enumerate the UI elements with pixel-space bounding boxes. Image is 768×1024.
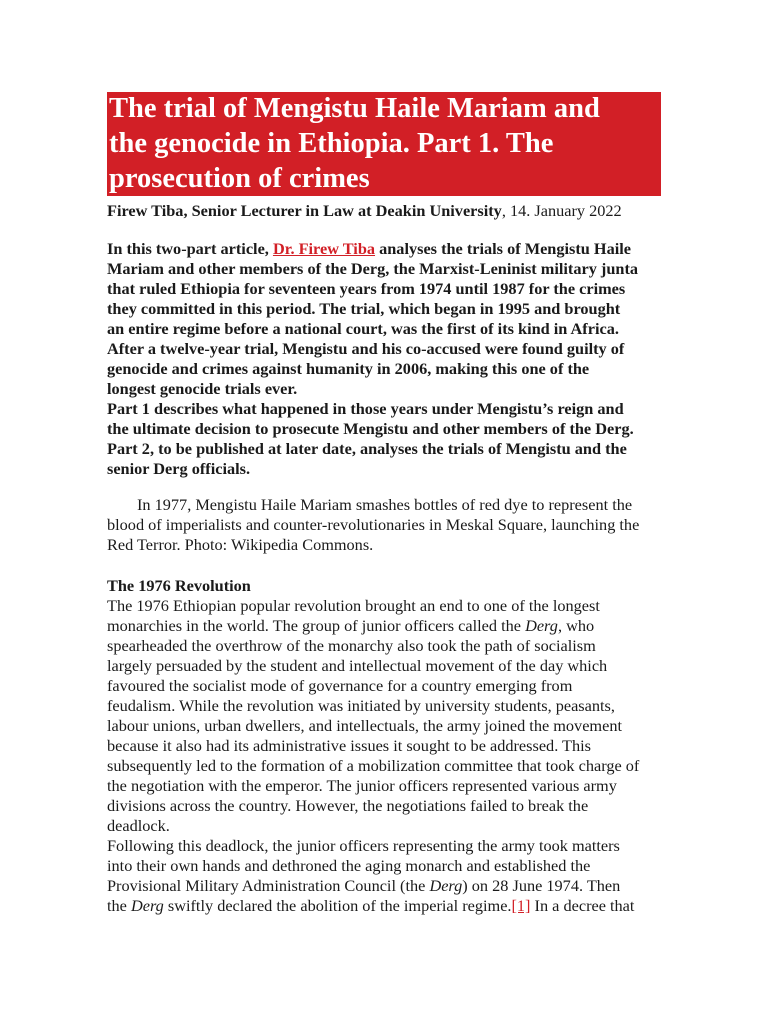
body-text: monarchies in the world. The group of junior officers called the — [107, 616, 526, 635]
body-line: the negotiation with the emperor. The junior officers represented various army — [107, 776, 617, 795]
photo-caption-line: blood of imperialists and counter-revolutionaries in Meskal Square, launching the — [107, 515, 640, 534]
article-title-line-1: The trial of Mengistu Haile Mariam and — [109, 93, 600, 124]
body-line: subsequently led to the formation of a mobilization committee that took charge of — [107, 756, 640, 775]
article-title-line-2: the genocide in Ethiopia. Part 1. The — [109, 128, 554, 159]
intro-line: an entire regime before a national court, was the first of its kind in Africa. — [107, 319, 619, 338]
derg-term: Derg — [525, 616, 558, 635]
body-line — [107, 896, 634, 916]
intro-line: the ultimate decision to prosecute Mengistu and other members of the Derg. — [107, 419, 634, 438]
derg-term: Derg — [429, 876, 463, 895]
footnote-link[interactable]: [1] — [511, 896, 531, 915]
byline-date: , 14. January 2022 — [501, 201, 622, 220]
article-title-banner — [107, 92, 661, 196]
body-line — [107, 616, 594, 636]
author-link[interactable]: Dr. Firew Tiba — [272, 239, 376, 258]
body-line — [107, 876, 620, 896]
intro-line: Mariam and other members of the Derg, the Marxist-Leninist military junta — [107, 259, 639, 278]
photo-caption-line: Red Terror. Photo: Wikipedia Commons. — [107, 535, 374, 554]
body-line: feudalism. While the revolution was initiated by university students, peasants, — [107, 696, 615, 715]
intro-suffix: analyses the trials of Mengistu Haile — [375, 239, 631, 258]
intro-line: After a twelve-year trial, Mengistu and his co-accused were found guilty of — [107, 339, 625, 358]
body-line: Following this deadlock, the junior officers representing the army took matters — [107, 836, 620, 855]
intro-line: Part 1 describes what happened in those years under Mengistu’s reign and — [107, 399, 624, 418]
body-text: swiftly declared the abolition of the imperial regime. — [163, 896, 512, 915]
derg-term: Derg — [130, 896, 164, 915]
section-heading: The 1976 Revolution — [107, 576, 251, 595]
intro-line: that ruled Ethiopia for seventeen years from 1974 until 1987 for the crimes — [107, 279, 626, 298]
body-line: deadlock. — [107, 816, 170, 835]
body-line: labour unions, urban dwellers, and intellectuals, the army joined the movement — [107, 716, 622, 735]
body-line: favoured the socialist mode of governance for a country emerging from — [107, 676, 573, 695]
photo-caption-line: In 1977, Mengistu Haile Mariam smashes bottles of red dye to represent the — [137, 495, 633, 514]
body-text: In a decree that — [530, 896, 635, 915]
intro-line: they committed in this period. The trial, which began in 1995 and brought — [107, 299, 621, 318]
intro-line: longest genocide trials ever. — [107, 379, 298, 398]
body-line: largely persuaded by the student and intellectual movement of the day which — [107, 656, 608, 675]
body-text: Provisional Military Administration Council (the — [107, 876, 430, 895]
body-text: ) on 28 June 1974. Then — [462, 876, 621, 895]
intro-line: genocide and crimes against humanity in 2006, making this one of the — [107, 359, 590, 378]
byline — [107, 201, 622, 221]
intro-line-1 — [107, 239, 631, 259]
body-line: into their own hands and dethroned the aging monarch and established the — [107, 856, 591, 875]
intro-line: Part 2, to be published at later date, analyses the trials of Mengistu and the — [107, 439, 627, 458]
intro-prefix: In this two-part article, — [107, 239, 273, 258]
body-line: spearheaded the overthrow of the monarchy also took the path of socialism — [107, 636, 596, 655]
body-text: , who — [557, 616, 595, 635]
body-line: The 1976 Ethiopian popular revolution brought an end to one of the longest — [107, 596, 600, 615]
byline-author: Firew Tiba, Senior Lecturer in Law at Deakin University — [107, 201, 502, 220]
intro-line: senior Derg officials. — [107, 459, 251, 478]
body-line: because it also had its administrative issues it sought to be addressed. This — [107, 736, 591, 755]
body-text: the — [107, 896, 131, 915]
article-title-line-3: prosecution of crimes — [109, 163, 370, 194]
body-line: divisions across the country. However, the negotiations failed to break the — [107, 796, 589, 815]
